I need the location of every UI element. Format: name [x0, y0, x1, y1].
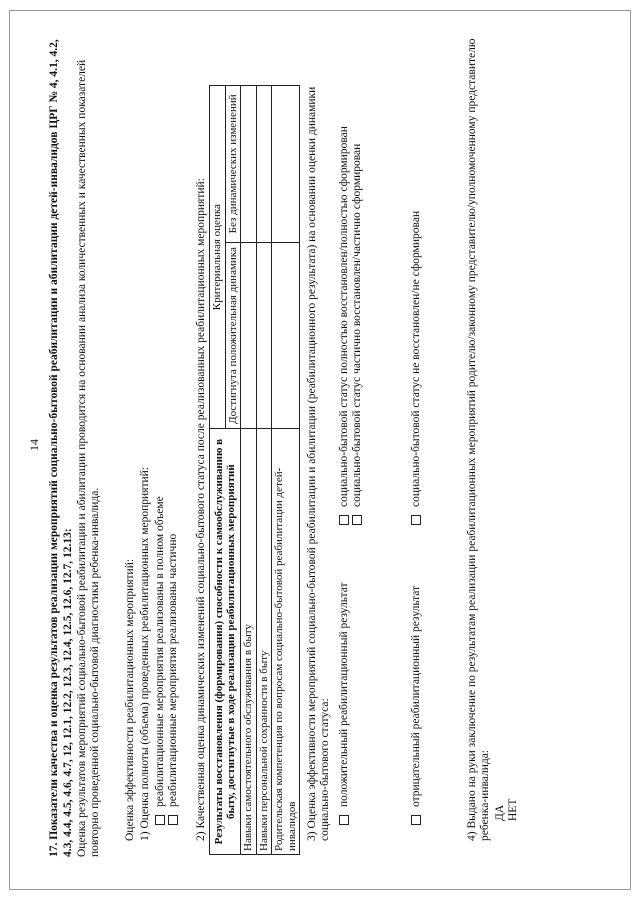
answer-no[interactable]: НЕТ — [507, 798, 519, 821]
question-4: 4) Выдано на руки заключение по результатам реализации реабилитационных мероприятий родителю/законному представителю/уполномоченному представителю ребенка-инвалида: — [466, 38, 491, 841]
table-cell-skill: Навыки самостоятельного обслуживания в быту — [241, 429, 257, 855]
checkbox-icon[interactable] — [168, 815, 178, 825]
table-cell-no-change[interactable] — [272, 86, 300, 243]
answer-yes[interactable]: ДА — [494, 804, 506, 821]
dynamics-table — [209, 85, 300, 855]
effectiveness-title: Оценка эффективности реабилитационных мероприятий: — [124, 558, 136, 841]
negative-label: отрицательный реабилитационный результат — [410, 585, 422, 807]
table-header-criterial: Критериальная оценка — [210, 86, 226, 429]
question-2: 2) Качественная оценка динамических изменений социально-бытового статуса после реализованных реабилитационных мероприятий: — [195, 178, 207, 841]
option-label: социально-бытовой статус частично восстановлен/частично сформирован — [351, 143, 363, 507]
option-label: социально-бытовой статус не восстановлен/не сформирован — [410, 210, 422, 507]
table-cell-positive[interactable] — [241, 242, 257, 429]
table-cell-no-change[interactable] — [241, 86, 257, 243]
checkbox-icon[interactable] — [352, 515, 362, 525]
document-page — [28, 25, 588, 865]
question-1: 1) Оценка полноты (объема) проведенных реабилитационных мероприятий: — [139, 467, 151, 841]
checkbox-icon[interactable] — [155, 815, 165, 825]
positive-label: положительный реабилитационный результат — [338, 582, 350, 807]
positive-result[interactable] — [338, 582, 351, 825]
option-label: реабилитационные мероприятия реализованы частично — [167, 533, 179, 807]
section-heading: 17. Показатели качества и оценка результатов реализации мероприятий социально-бытовой реабилитации и абилитации детей-инвалидов ЦРГ № 4, 4.1, 4.2, 4.3, 4.4, 4.5, 4.6, 4.7, 12, 12.1, 12.2, 12.3, 12.4, 12.5, 12.6, 12.7, 12.13: — [48, 39, 74, 857]
checkbox-icon[interactable] — [411, 515, 421, 525]
option-full-volume[interactable] — [154, 496, 167, 825]
table-header-positive: Достигнута положительная динамика — [225, 242, 241, 429]
checkbox-icon[interactable] — [411, 815, 421, 825]
status-full-option[interactable] — [338, 126, 351, 525]
option-label: реабилитационные мероприятия реализованы в полном объеме — [154, 496, 166, 807]
negative-result[interactable] — [410, 586, 423, 825]
table-cell-skill: Родительская компетенция по вопросам социально-бытовой реабилитации детей-инвалидов — [272, 429, 300, 855]
table-cell-positive[interactable] — [256, 242, 272, 429]
option-label: социально-бытовой статус полностью восстановлен/полностью сформирован — [338, 126, 350, 507]
table-header-no-change: Без динамических изменений — [225, 86, 241, 243]
table-row — [256, 86, 272, 855]
table-header-results: Результаты восстановления (формирования) способности к самообслуживанию в быту, достигнутые в ходе реализации реабилитационных мероприятий — [210, 429, 241, 855]
status-partial-option[interactable] — [351, 144, 364, 525]
page-number: 14 — [27, 439, 41, 451]
intro-paragraph: Оценка результатов мероприятий социально-бытовой реабилитации и абилитации проводится на основании анализа количественных и качественных показателей повторно проведенной социально-бытовой диагностики ребенка-инвалида. — [76, 59, 101, 857]
table-cell-positive[interactable] — [272, 242, 300, 429]
question-3: 3) Оценка эффективности мероприятий социально-бытовой реабилитации и абилитации (реабилитационного результата) на основании оценки динамики социально-бытового статуса: — [306, 86, 331, 841]
checkbox-icon[interactable] — [339, 515, 349, 525]
table-row — [272, 86, 300, 855]
checkbox-icon[interactable] — [339, 815, 349, 825]
table-cell-no-change[interactable] — [256, 86, 272, 243]
status-none-option[interactable] — [410, 211, 423, 525]
table-row — [241, 86, 257, 855]
option-partial-volume[interactable] — [167, 534, 180, 825]
table-cell-skill: Навыки персональной сохранности в быту — [256, 429, 272, 855]
